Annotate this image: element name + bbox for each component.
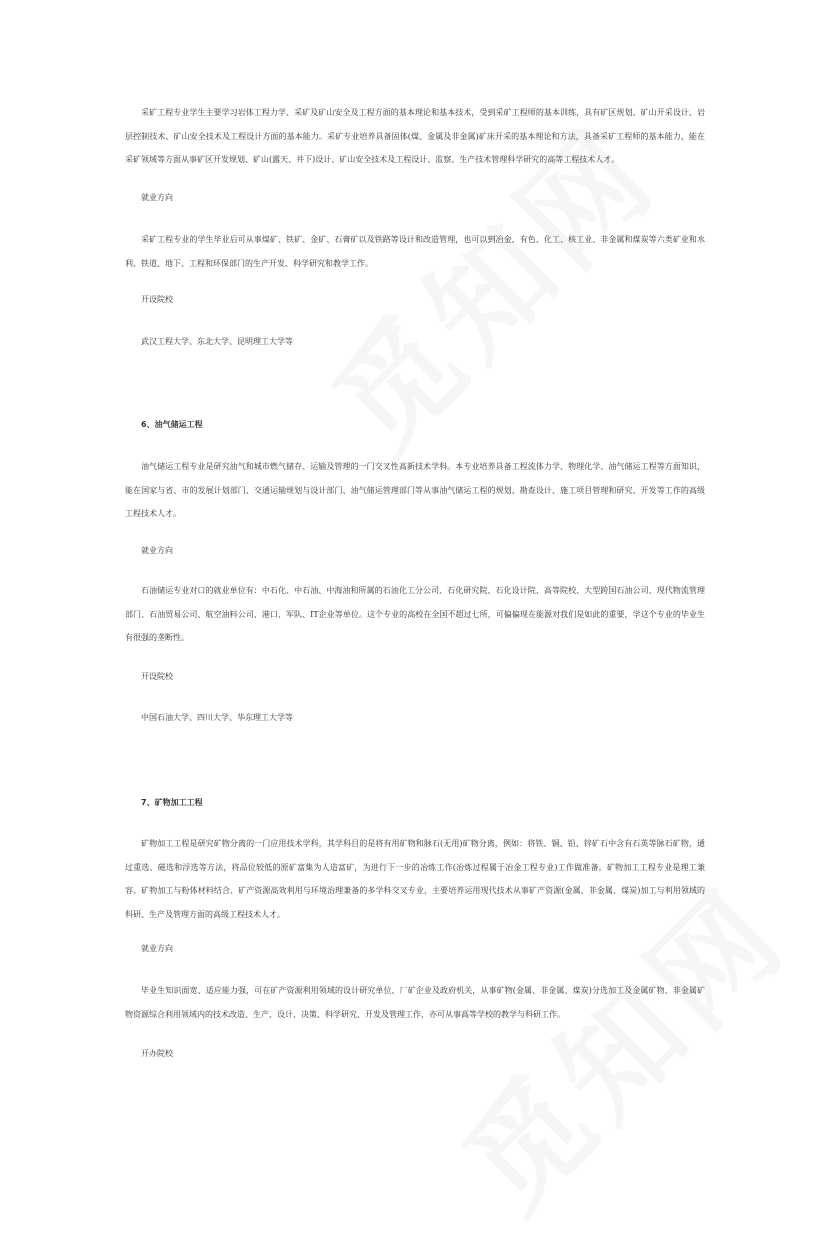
- oil-career-paragraph: 石油储运专业对口的就业单位有：中石化、中石油、中海油和所属的石油化工分公司、石化研究院、石化设计院、高等院校、大型跨国石油公司、现代物流管理部门、石油贸易公司、航空油料公司、港口、军队、IT企业等单位。这个专业的高校在全国不超过七所，可偏偏现在能源对我们是如此的重要，学这个专业的毕业生有很强的垄断性。: [125, 586, 705, 642]
- mining-career-paragraph: 采矿工程专业的学生毕业后可从事煤矿、铁矿、金矿、石膏矿以及铁路等设计和改造管理，也可以到冶金、有色、化工、核工业、非金属和煤炭等六类矿业和水利、铁道、地下、工程和环保部门的生产开发、科学研究和教学工作。: [125, 235, 705, 268]
- mining-schools-label: 开设院校: [141, 295, 173, 304]
- oil-career-label: 就业方向: [141, 546, 173, 555]
- mineral-schools-label: 开办院校: [141, 1049, 173, 1058]
- mineral-intro-paragraph: 矿物加工工程是研究矿物分离的一门应用技术学科，其学科目的是将有用矿物和脉石(无用)矿物分离，例如：将铁、铜、铅、锌矿石中含有石英等脉石矿物，通过重选、磁选和浮选等方法，将品位较低的原矿富集为人造富矿，为进行下一步的冶炼工作(冶炼过程属于冶金工程专业)工作做准备。矿物加工工程专业是理工兼容、矿物加工与粉体材料结合、矿产资源高效利用与环境治理兼备的多学科交叉专业，主要培养运用现代技术从事矿产资源(金属、非金属、煤炭)加工与利用领域的科研、生产及管理方面的高级工程技术人才。: [125, 839, 705, 919]
- oil-heading: 6、油气储运工程: [141, 420, 203, 429]
- mining-intro-paragraph: 采矿工程专业学生主要学习岩体工程力学、采矿及矿山安全及工程方面的基本理论和基本技术，受到采矿工程师的基本训练，具有矿区规划、矿山开采设计、岩层控制技术、矿山安全技术及工程设计方面的基本能力。采矿专业培养具备固体(煤、金属及非金属)矿床开采的基本理论和方法，具备采矿工程师的基本能力，能在采矿领域等方面从事矿区开发规划、矿山(露天、井下)设计、矿山安全技术及工程设计、监察、生产技术管理科学研究的高等工程技术人才。: [125, 108, 705, 164]
- mineral-career-label: 就业方向: [141, 944, 173, 953]
- oil-schools-label: 开设院校: [141, 672, 173, 681]
- oil-schools-text: 中国石油大学、四川大学、华东理工大学等: [141, 713, 293, 722]
- mineral-heading: 7、矿物加工工程: [141, 798, 203, 807]
- oil-intro-paragraph: 油气储运工程专业是研究油气和城市燃气储存、运输及管理的一门交叉性高新技术学科。本专业培养具备工程流体力学、物理化学、油气储运工程等方面知识，能在国家与省、市的发展计划部门、交通运输规划与设计部门、油气储运管理部门等从事油气储运工程的规划、勘查设计、施工项目管理和研究、开发等工作的高级工程技术人才。: [125, 462, 705, 518]
- mining-career-label: 就业方向: [141, 193, 173, 202]
- mining-schools-text: 武汉工程大学、东北大学、昆明理工大学等: [141, 337, 293, 346]
- mineral-career-paragraph: 毕业生知识面宽、适应能力强，可在矿产资源利用领域的设计研究单位、厂矿企业及政府机关，从事矿物(金属、非金属、煤炭)分选加工及金属矿物、非金属矿物资源综合利用领域内的技术改造、生产、设计、决策、科学研究、开发及管理工作，亦可从事高等学校的教学与科研工作。: [125, 986, 705, 1019]
